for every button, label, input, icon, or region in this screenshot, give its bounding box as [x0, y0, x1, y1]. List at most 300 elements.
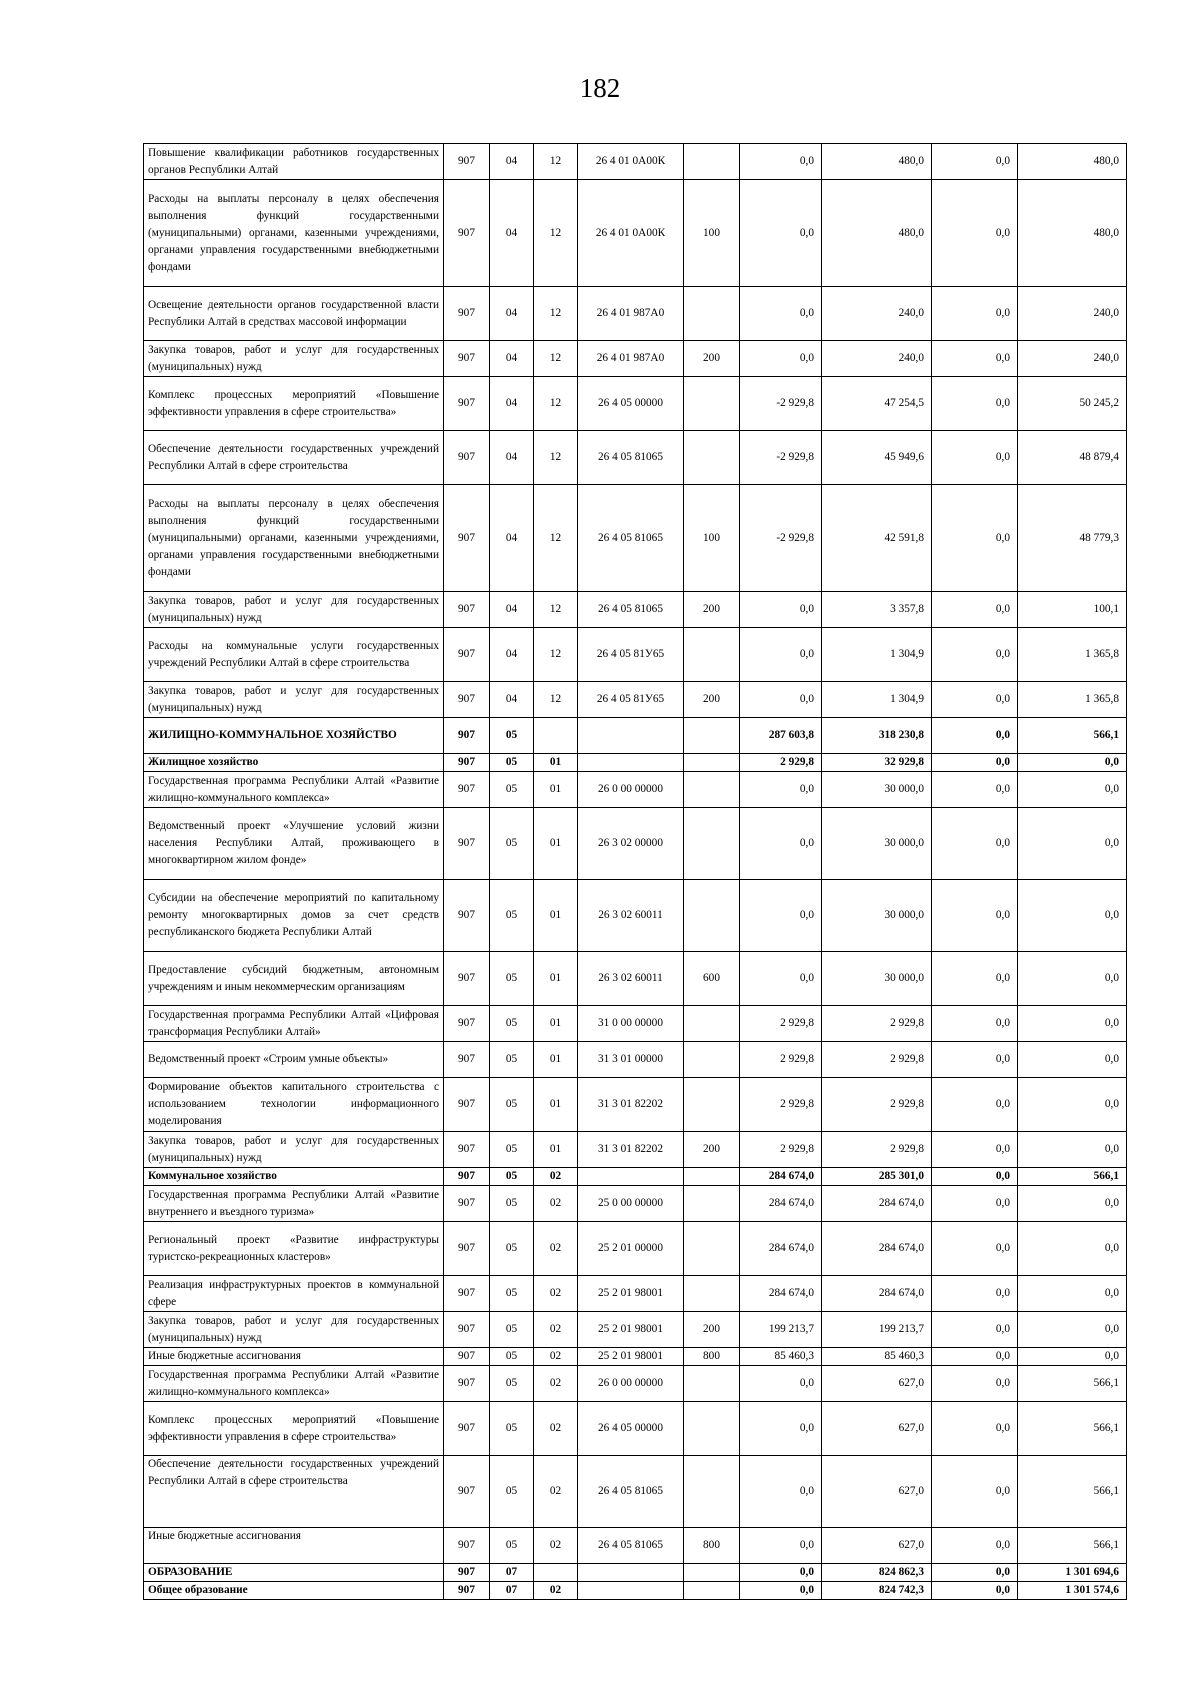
target-article-code-cell: 26 3 02 60011 — [578, 880, 684, 952]
subsection-code-cell: 02 — [534, 1312, 578, 1348]
target-article-code-cell — [578, 1564, 684, 1582]
row-name-cell: Освещение деятельности органов государственной власти Республики Алтай в средствах массовой информации — [144, 287, 444, 341]
target-article-code-cell: 26 0 00 00000 — [578, 772, 684, 808]
target-article-code-cell: 25 2 01 98001 — [578, 1312, 684, 1348]
amount-change-cell: -2 929,8 — [740, 377, 822, 431]
expense-type-code-cell: 100 — [684, 485, 740, 592]
section-code-cell: 04 — [490, 592, 534, 628]
row-name-cell: Государственная программа Республики Алтай «Развитие жилищно-коммунального комплекса» — [144, 772, 444, 808]
table-row — [144, 1078, 1127, 1132]
section-code-cell: 05 — [490, 1528, 534, 1564]
section-code-cell: 05 — [490, 754, 534, 772]
amount-1-cell: 1 304,9 — [822, 628, 932, 682]
amount-1-cell: 2 929,8 — [822, 1042, 932, 1078]
ministry-code-cell: 907 — [444, 341, 490, 377]
ministry-code-cell: 907 — [444, 1168, 490, 1186]
amount-2-cell: 0,0 — [932, 431, 1018, 485]
amount-1-cell: 45 949,6 — [822, 431, 932, 485]
section-code-cell: 05 — [490, 1222, 534, 1276]
row-name-cell: Расходы на коммунальные услуги государственных учреждений Республики Алтай в сфере строительства — [144, 628, 444, 682]
subsection-code-cell: 02 — [534, 1348, 578, 1366]
amount-1-cell: 32 929,8 — [822, 754, 932, 772]
target-article-code-cell: 25 2 01 98001 — [578, 1348, 684, 1366]
amount-3-cell: 0,0 — [1018, 772, 1127, 808]
amount-2-cell: 0,0 — [932, 808, 1018, 880]
section-code-cell: 05 — [490, 1132, 534, 1168]
section-code-cell: 05 — [490, 772, 534, 808]
row-name-cell: Расходы на выплаты персоналу в целях обеспечения выполнения функций государственными (муниципальными) органами, казенными учреждениями, органами управления государственными внебюджетными фондами — [144, 180, 444, 287]
expense-type-code-cell — [684, 1006, 740, 1042]
amount-2-cell: 0,0 — [932, 1582, 1018, 1600]
subsection-code-cell: 12 — [534, 144, 578, 180]
ministry-code-cell: 907 — [444, 1042, 490, 1078]
amount-1-cell: 627,0 — [822, 1528, 932, 1564]
table-row — [144, 144, 1127, 180]
budget-table — [143, 143, 1127, 1600]
ministry-code-cell: 907 — [444, 144, 490, 180]
table-row — [144, 1564, 1127, 1582]
amount-change-cell: 2 929,8 — [740, 754, 822, 772]
expense-type-code-cell: 600 — [684, 952, 740, 1006]
amount-3-cell: 0,0 — [1018, 952, 1127, 1006]
ministry-code-cell: 907 — [444, 485, 490, 592]
amount-1-cell: 627,0 — [822, 1402, 932, 1456]
amount-1-cell: 199 213,7 — [822, 1312, 932, 1348]
amount-1-cell: 240,0 — [822, 341, 932, 377]
ministry-code-cell: 907 — [444, 1186, 490, 1222]
amount-1-cell: 284 674,0 — [822, 1186, 932, 1222]
ministry-code-cell: 907 — [444, 1402, 490, 1456]
table-row — [144, 1456, 1127, 1528]
amount-3-cell: 0,0 — [1018, 1312, 1127, 1348]
ministry-code-cell: 907 — [444, 880, 490, 952]
target-article-code-cell: 25 2 01 98001 — [578, 1276, 684, 1312]
target-article-code-cell: 26 4 05 81065 — [578, 1528, 684, 1564]
amount-change-cell: 0,0 — [740, 682, 822, 718]
amount-change-cell: 2 929,8 — [740, 1132, 822, 1168]
amount-change-cell: 0,0 — [740, 628, 822, 682]
amount-change-cell: 2 929,8 — [740, 1006, 822, 1042]
row-name-cell: Государственная программа Республики Алтай «Развитие внутреннего и въездного туризма» — [144, 1186, 444, 1222]
amount-3-cell: 0,0 — [1018, 808, 1127, 880]
amount-1-cell: 627,0 — [822, 1456, 932, 1528]
section-code-cell: 05 — [490, 1366, 534, 1402]
amount-1-cell: 42 591,8 — [822, 485, 932, 592]
target-article-code-cell: 31 3 01 82202 — [578, 1132, 684, 1168]
section-code-cell: 05 — [490, 1312, 534, 1348]
amount-2-cell: 0,0 — [932, 341, 1018, 377]
table-row — [144, 180, 1127, 287]
subsection-code-cell: 12 — [534, 180, 578, 287]
amount-change-cell: 85 460,3 — [740, 1348, 822, 1366]
amount-1-cell: 627,0 — [822, 1366, 932, 1402]
expense-type-code-cell: 800 — [684, 1528, 740, 1564]
amount-3-cell: 240,0 — [1018, 341, 1127, 377]
expense-type-code-cell — [684, 1186, 740, 1222]
expense-type-code-cell — [684, 1564, 740, 1582]
amount-change-cell: 284 674,0 — [740, 1222, 822, 1276]
ministry-code-cell: 907 — [444, 754, 490, 772]
amount-2-cell: 0,0 — [932, 1366, 1018, 1402]
amount-3-cell: 0,0 — [1018, 1042, 1127, 1078]
row-name-cell: Закупка товаров, работ и услуг для государственных (муниципальных) нужд — [144, 1132, 444, 1168]
row-name-cell: Государственная программа Республики Алтай «Развитие жилищно-коммунального комплекса» — [144, 1366, 444, 1402]
subsection-code-cell: 12 — [534, 377, 578, 431]
ministry-code-cell: 907 — [444, 1312, 490, 1348]
table-row — [144, 1348, 1127, 1366]
expense-type-code-cell: 100 — [684, 180, 740, 287]
expense-type-code-cell — [684, 1222, 740, 1276]
section-code-cell: 04 — [490, 180, 534, 287]
subsection-code-cell: 01 — [534, 1006, 578, 1042]
section-code-cell: 05 — [490, 1078, 534, 1132]
amount-3-cell: 566,1 — [1018, 1168, 1127, 1186]
table-row — [144, 1186, 1127, 1222]
expense-type-code-cell: 200 — [684, 1312, 740, 1348]
amount-1-cell: 1 304,9 — [822, 682, 932, 718]
table-row — [144, 1276, 1127, 1312]
ministry-code-cell: 907 — [444, 1564, 490, 1582]
table-row — [144, 880, 1127, 952]
expense-type-code-cell — [684, 880, 740, 952]
expense-type-code-cell — [684, 377, 740, 431]
subsection-code-cell: 12 — [534, 628, 578, 682]
row-name-cell: Формирование объектов капитального строительства с использованием технологии информационного моделирования — [144, 1078, 444, 1132]
subsection-code-cell: 12 — [534, 431, 578, 485]
amount-2-cell: 0,0 — [932, 1078, 1018, 1132]
section-code-cell: 05 — [490, 1006, 534, 1042]
expense-type-code-cell — [684, 718, 740, 754]
subsection-code-cell: 12 — [534, 287, 578, 341]
amount-3-cell: 566,1 — [1018, 1366, 1127, 1402]
amount-3-cell: 100,1 — [1018, 592, 1127, 628]
amount-1-cell: 284 674,0 — [822, 1222, 932, 1276]
ministry-code-cell: 907 — [444, 952, 490, 1006]
ministry-code-cell: 907 — [444, 1078, 490, 1132]
ministry-code-cell: 907 — [444, 287, 490, 341]
subsection-code-cell: 01 — [534, 1078, 578, 1132]
section-code-cell: 04 — [490, 377, 534, 431]
ministry-code-cell: 907 — [444, 1006, 490, 1042]
amount-2-cell: 0,0 — [932, 377, 1018, 431]
table-row — [144, 287, 1127, 341]
amount-2-cell: 0,0 — [932, 1168, 1018, 1186]
amount-change-cell: 0,0 — [740, 341, 822, 377]
amount-change-cell: 0,0 — [740, 952, 822, 1006]
amount-3-cell: 0,0 — [1018, 1348, 1127, 1366]
amount-2-cell: 0,0 — [932, 682, 1018, 718]
amount-change-cell: 0,0 — [740, 1528, 822, 1564]
section-code-cell: 04 — [490, 431, 534, 485]
amount-change-cell: 0,0 — [740, 772, 822, 808]
amount-3-cell: 1 365,8 — [1018, 682, 1127, 718]
row-name-cell: Ведомственный проект «Улучшение условий жизни населения Республики Алтай, проживающего в многоквартирном жилом фонде» — [144, 808, 444, 880]
amount-1-cell: 47 254,5 — [822, 377, 932, 431]
row-name-cell: Государственная программа Республики Алтай «Цифровая трансформация Республики Алтай» — [144, 1006, 444, 1042]
amount-1-cell: 284 674,0 — [822, 1276, 932, 1312]
amount-change-cell: 2 929,8 — [740, 1042, 822, 1078]
table-row — [144, 1366, 1127, 1402]
subsection-code-cell: 01 — [534, 952, 578, 1006]
amount-1-cell: 480,0 — [822, 180, 932, 287]
amount-2-cell: 0,0 — [932, 1006, 1018, 1042]
section-code-cell: 05 — [490, 952, 534, 1006]
row-name-cell: Общее образование — [144, 1582, 444, 1600]
amount-1-cell: 240,0 — [822, 287, 932, 341]
expense-type-code-cell — [684, 628, 740, 682]
amount-change-cell: 0,0 — [740, 287, 822, 341]
ministry-code-cell: 907 — [444, 1276, 490, 1312]
target-article-code-cell: 31 3 01 82202 — [578, 1078, 684, 1132]
target-article-code-cell: 26 3 02 60011 — [578, 952, 684, 1006]
amount-change-cell: 0,0 — [740, 1456, 822, 1528]
amount-1-cell: 30 000,0 — [822, 880, 932, 952]
amount-3-cell: 0,0 — [1018, 1006, 1127, 1042]
section-code-cell: 05 — [490, 1168, 534, 1186]
amount-2-cell: 0,0 — [932, 180, 1018, 287]
table-row — [144, 682, 1127, 718]
row-name-cell: Реализация инфраструктурных проектов в коммунальной сфере — [144, 1276, 444, 1312]
expense-type-code-cell — [684, 1168, 740, 1186]
amount-3-cell: 0,0 — [1018, 754, 1127, 772]
amount-1-cell: 2 929,8 — [822, 1132, 932, 1168]
amount-2-cell: 0,0 — [932, 485, 1018, 592]
amount-3-cell: 50 245,2 — [1018, 377, 1127, 431]
amount-change-cell: 2 929,8 — [740, 1078, 822, 1132]
target-article-code-cell: 26 4 05 81065 — [578, 431, 684, 485]
row-name-cell: Субсидии на обеспечение мероприятий по капитальному ремонту многоквартирных домов за счет средств республиканского бюджета Республики Алтай — [144, 880, 444, 952]
target-article-code-cell: 26 4 01 0А00К — [578, 180, 684, 287]
amount-2-cell: 0,0 — [932, 1042, 1018, 1078]
target-article-code-cell: 26 4 05 81065 — [578, 1456, 684, 1528]
target-article-code-cell — [578, 1582, 684, 1600]
amount-change-cell: 0,0 — [740, 1582, 822, 1600]
amount-2-cell: 0,0 — [932, 718, 1018, 754]
section-code-cell: 04 — [490, 287, 534, 341]
target-article-code-cell: 31 3 01 00000 — [578, 1042, 684, 1078]
ministry-code-cell: 907 — [444, 431, 490, 485]
amount-3-cell: 48 779,3 — [1018, 485, 1127, 592]
amount-2-cell: 0,0 — [932, 1312, 1018, 1348]
amount-3-cell: 566,1 — [1018, 1528, 1127, 1564]
subsection-code-cell: 02 — [534, 1222, 578, 1276]
ministry-code-cell: 907 — [444, 718, 490, 754]
amount-2-cell: 0,0 — [932, 1222, 1018, 1276]
subsection-code-cell: 01 — [534, 880, 578, 952]
subsection-code-cell: 02 — [534, 1168, 578, 1186]
section-code-cell: 05 — [490, 718, 534, 754]
row-name-cell: Закупка товаров, работ и услуг для государственных (муниципальных) нужд — [144, 682, 444, 718]
section-code-cell: 05 — [490, 808, 534, 880]
amount-1-cell: 285 301,0 — [822, 1168, 932, 1186]
amount-1-cell: 480,0 — [822, 144, 932, 180]
ministry-code-cell: 907 — [444, 628, 490, 682]
amount-2-cell: 0,0 — [932, 1348, 1018, 1366]
amount-3-cell: 1 301 574,6 — [1018, 1582, 1127, 1600]
table-body — [144, 144, 1127, 1600]
amount-2-cell: 0,0 — [932, 772, 1018, 808]
amount-3-cell: 240,0 — [1018, 287, 1127, 341]
amount-change-cell: 0,0 — [740, 880, 822, 952]
expense-type-code-cell — [684, 772, 740, 808]
target-article-code-cell: 26 4 05 81У65 — [578, 682, 684, 718]
expense-type-code-cell — [684, 1402, 740, 1456]
table-row — [144, 592, 1127, 628]
target-article-code-cell: 26 4 05 81065 — [578, 592, 684, 628]
row-name-cell: Расходы на выплаты персоналу в целях обеспечения выполнения функций государственными (муниципальными) органами, казенными учреждениями, органами управления государственными внебюджетными фондами — [144, 485, 444, 592]
amount-2-cell: 0,0 — [932, 1276, 1018, 1312]
section-code-cell: 05 — [490, 1456, 534, 1528]
section-code-cell: 05 — [490, 1402, 534, 1456]
amount-3-cell: 0,0 — [1018, 1186, 1127, 1222]
amount-1-cell: 30 000,0 — [822, 772, 932, 808]
table-row — [144, 1006, 1127, 1042]
section-code-cell: 04 — [490, 485, 534, 592]
expense-type-code-cell: 800 — [684, 1348, 740, 1366]
target-article-code-cell — [578, 754, 684, 772]
row-name-cell: ЖИЛИЩНО-КОММУНАЛЬНОЕ ХОЗЯЙСТВО — [144, 718, 444, 754]
amount-3-cell: 0,0 — [1018, 1078, 1127, 1132]
subsection-code-cell: 02 — [534, 1366, 578, 1402]
row-name-cell: Иные бюджетные ассигнования — [144, 1528, 444, 1564]
expense-type-code-cell — [684, 144, 740, 180]
section-code-cell: 05 — [490, 880, 534, 952]
table-row — [144, 952, 1127, 1006]
amount-3-cell: 480,0 — [1018, 180, 1127, 287]
table-row — [144, 1402, 1127, 1456]
target-article-code-cell — [578, 1168, 684, 1186]
ministry-code-cell: 907 — [444, 1456, 490, 1528]
table-row — [144, 377, 1127, 431]
subsection-code-cell: 02 — [534, 1582, 578, 1600]
target-article-code-cell: 26 4 05 81065 — [578, 485, 684, 592]
row-name-cell: Региональный проект «Развитие инфраструктуры туристско-рекреационных кластеров» — [144, 1222, 444, 1276]
amount-1-cell: 85 460,3 — [822, 1348, 932, 1366]
amount-change-cell: 284 674,0 — [740, 1276, 822, 1312]
section-code-cell: 05 — [490, 1276, 534, 1312]
target-article-code-cell: 31 0 00 00000 — [578, 1006, 684, 1042]
expense-type-code-cell — [684, 1276, 740, 1312]
row-name-cell: Закупка товаров, работ и услуг для государственных (муниципальных) нужд — [144, 341, 444, 377]
amount-2-cell: 0,0 — [932, 880, 1018, 952]
subsection-code-cell: 01 — [534, 1042, 578, 1078]
amount-2-cell: 0,0 — [932, 628, 1018, 682]
amount-change-cell: 0,0 — [740, 808, 822, 880]
table-row — [144, 1042, 1127, 1078]
amount-1-cell: 2 929,8 — [822, 1006, 932, 1042]
row-name-cell: Коммунальное хозяйство — [144, 1168, 444, 1186]
amount-change-cell: 199 213,7 — [740, 1312, 822, 1348]
expense-type-code-cell — [684, 1456, 740, 1528]
amount-change-cell: 287 603,8 — [740, 718, 822, 754]
subsection-code-cell: 12 — [534, 592, 578, 628]
expense-type-code-cell: 200 — [684, 682, 740, 718]
amount-2-cell: 0,0 — [932, 754, 1018, 772]
row-name-cell: Комплекс процессных мероприятий «Повышение эффективности управления в сфере строительства» — [144, 1402, 444, 1456]
subsection-code-cell: 01 — [534, 1132, 578, 1168]
table-row — [144, 808, 1127, 880]
target-article-code-cell: 26 4 05 00000 — [578, 377, 684, 431]
ministry-code-cell: 907 — [444, 772, 490, 808]
ministry-code-cell: 907 — [444, 1528, 490, 1564]
subsection-code-cell: 02 — [534, 1528, 578, 1564]
subsection-code-cell: 01 — [534, 808, 578, 880]
table-row — [144, 1132, 1127, 1168]
amount-3-cell: 1 365,8 — [1018, 628, 1127, 682]
page-number: 182 — [579, 73, 621, 103]
amount-2-cell: 0,0 — [932, 144, 1018, 180]
amount-2-cell: 0,0 — [932, 1564, 1018, 1582]
section-code-cell: 05 — [490, 1186, 534, 1222]
amount-3-cell: 566,1 — [1018, 1402, 1127, 1456]
target-article-code-cell: 25 2 01 00000 — [578, 1222, 684, 1276]
subsection-code-cell: 12 — [534, 341, 578, 377]
ministry-code-cell: 907 — [444, 377, 490, 431]
subsection-code-cell: 01 — [534, 754, 578, 772]
amount-1-cell: 824 862,3 — [822, 1564, 932, 1582]
row-name-cell: Жилищное хозяйство — [144, 754, 444, 772]
row-name-cell: Закупка товаров, работ и услуг для государственных (муниципальных) нужд — [144, 592, 444, 628]
target-article-code-cell: 25 0 00 00000 — [578, 1186, 684, 1222]
table-row — [144, 1312, 1127, 1348]
row-name-cell: Повышение квалификации работников государственных органов Республики Алтай — [144, 144, 444, 180]
table-row — [144, 341, 1127, 377]
amount-3-cell: 1 301 694,6 — [1018, 1564, 1127, 1582]
row-name-cell: Обеспечение деятельности государственных учреждений Республики Алтай в сфере строительства — [144, 1456, 444, 1528]
section-code-cell: 04 — [490, 144, 534, 180]
ministry-code-cell: 907 — [444, 808, 490, 880]
amount-2-cell: 0,0 — [932, 592, 1018, 628]
ministry-code-cell: 907 — [444, 1366, 490, 1402]
ministry-code-cell: 907 — [444, 682, 490, 718]
amount-change-cell: 0,0 — [740, 1402, 822, 1456]
ministry-code-cell: 907 — [444, 180, 490, 287]
target-article-code-cell: 26 4 05 00000 — [578, 1402, 684, 1456]
ministry-code-cell: 907 — [444, 1582, 490, 1600]
amount-1-cell: 30 000,0 — [822, 952, 932, 1006]
amount-3-cell: 48 879,4 — [1018, 431, 1127, 485]
amount-2-cell: 0,0 — [932, 1528, 1018, 1564]
amount-3-cell: 566,1 — [1018, 1456, 1127, 1528]
amount-change-cell: 0,0 — [740, 1366, 822, 1402]
amount-change-cell: 284 674,0 — [740, 1168, 822, 1186]
expense-type-code-cell — [684, 1042, 740, 1078]
amount-1-cell: 3 357,8 — [822, 592, 932, 628]
amount-change-cell: -2 929,8 — [740, 485, 822, 592]
amount-2-cell: 0,0 — [932, 287, 1018, 341]
table-row — [144, 1222, 1127, 1276]
amount-change-cell: 0,0 — [740, 1564, 822, 1582]
ministry-code-cell: 907 — [444, 592, 490, 628]
section-code-cell: 07 — [490, 1564, 534, 1582]
amount-1-cell: 2 929,8 — [822, 1078, 932, 1132]
amount-2-cell: 0,0 — [932, 1186, 1018, 1222]
expense-type-code-cell — [684, 754, 740, 772]
ministry-code-cell: 907 — [444, 1222, 490, 1276]
section-code-cell: 05 — [490, 1348, 534, 1366]
expense-type-code-cell — [684, 1078, 740, 1132]
row-name-cell: Комплекс процессных мероприятий «Повышение эффективности управления в сфере строительства» — [144, 377, 444, 431]
table-row — [144, 1168, 1127, 1186]
subsection-code-cell: 12 — [534, 682, 578, 718]
amount-2-cell: 0,0 — [932, 1456, 1018, 1528]
amount-3-cell: 0,0 — [1018, 1222, 1127, 1276]
amount-change-cell: 0,0 — [740, 180, 822, 287]
table-row — [144, 772, 1127, 808]
target-article-code-cell: 26 3 02 00000 — [578, 808, 684, 880]
amount-change-cell: 0,0 — [740, 592, 822, 628]
section-code-cell: 04 — [490, 341, 534, 377]
